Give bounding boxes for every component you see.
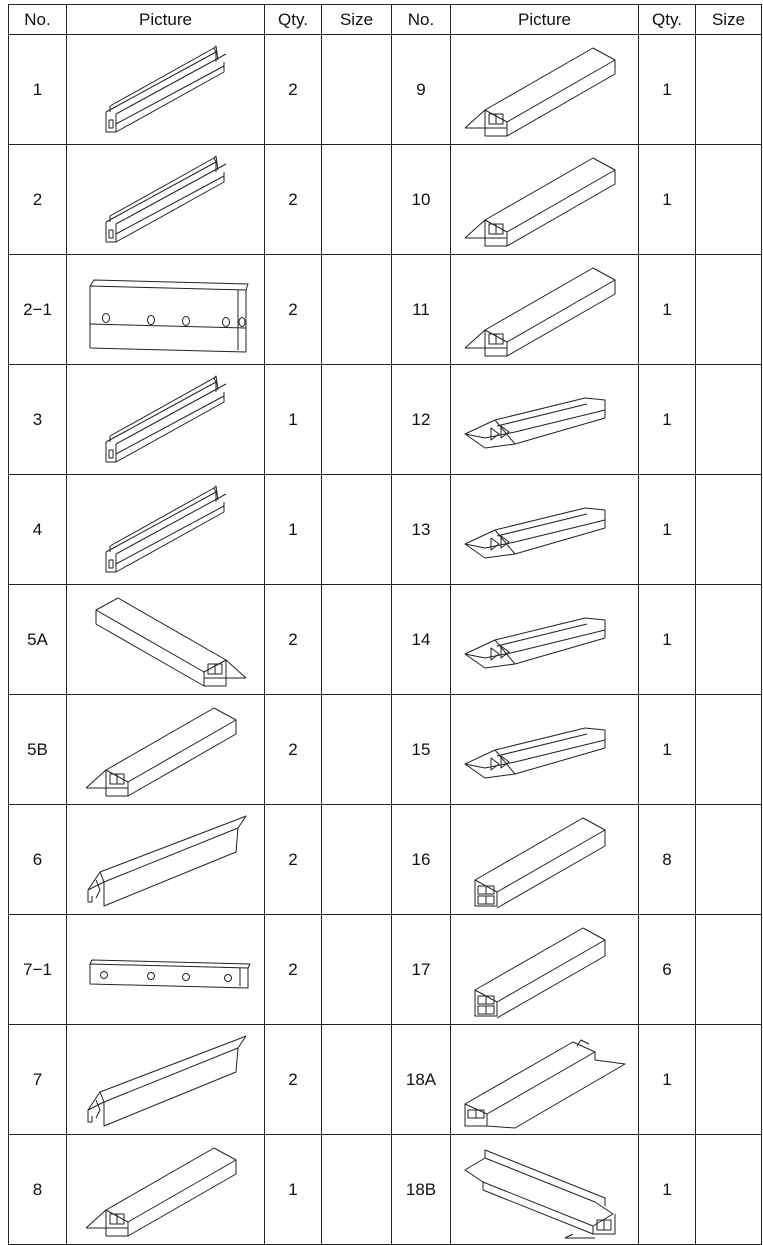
part-picture: [451, 915, 639, 1025]
part-quantity: 1: [639, 1135, 696, 1245]
flanged-profile-reversed-icon: [451, 1140, 638, 1240]
table-row: [9, 805, 762, 915]
part-picture: [67, 1025, 265, 1135]
angled-profile-icon: [451, 700, 638, 800]
part-picture: [67, 365, 265, 475]
angle-rail-icon: [67, 810, 264, 910]
part-quantity: 2: [265, 915, 322, 1025]
part-number: 10: [392, 145, 451, 255]
part-size: [322, 475, 392, 585]
flanged-profile-icon: [451, 1030, 638, 1130]
table-row: [9, 1135, 762, 1245]
part-size: [322, 695, 392, 805]
box-profile-reversed-icon: [67, 590, 264, 690]
part-picture: [67, 475, 265, 585]
angled-profile-icon: [451, 590, 638, 690]
table-row: [9, 695, 762, 805]
part-size: [696, 475, 762, 585]
part-number: 15: [392, 695, 451, 805]
part-quantity: 8: [639, 805, 696, 915]
part-number: 12: [392, 365, 451, 475]
table-row: [9, 35, 762, 145]
part-quantity: 1: [265, 1135, 322, 1245]
header-picture: Picture: [451, 5, 639, 35]
part-quantity: 2: [265, 585, 322, 695]
part-quantity: 2: [265, 145, 322, 255]
part-size: [696, 915, 762, 1025]
table-row: [9, 1025, 762, 1135]
box-profile-icon: [67, 700, 264, 800]
part-size: [696, 365, 762, 475]
box-profile-icon: [451, 150, 638, 250]
header-row: [9, 5, 762, 35]
part-number: 9: [392, 35, 451, 145]
header-picture: Picture: [67, 5, 265, 35]
part-picture: [451, 695, 639, 805]
part-number: 17: [392, 915, 451, 1025]
part-size: [696, 695, 762, 805]
part-quantity: 1: [639, 255, 696, 365]
double-box-profile-icon: [451, 810, 638, 910]
part-quantity: 2: [265, 35, 322, 145]
channel-profile-icon: [67, 150, 264, 250]
box-profile-icon: [451, 40, 638, 140]
part-size: [322, 1135, 392, 1245]
part-picture: [67, 695, 265, 805]
part-number: 8: [9, 1135, 67, 1245]
part-quantity: 6: [639, 915, 696, 1025]
part-number: 2−1: [9, 255, 67, 365]
part-size: [696, 805, 762, 915]
part-number: 1: [9, 35, 67, 145]
box-profile-icon: [67, 1140, 264, 1240]
table-row: [9, 475, 762, 585]
part-size: [322, 585, 392, 695]
channel-profile-icon: [67, 480, 264, 580]
part-number: 7−1: [9, 915, 67, 1025]
channel-profile-icon: [67, 370, 264, 470]
angle-rail-icon: [67, 1030, 264, 1130]
part-picture: [451, 1025, 639, 1135]
part-picture: [67, 805, 265, 915]
part-size: [322, 255, 392, 365]
header-qty: Qty.: [265, 5, 322, 35]
part-size: [696, 255, 762, 365]
angled-profile-icon: [451, 370, 638, 470]
table-row: [9, 915, 762, 1025]
angled-profile-icon: [451, 480, 638, 580]
part-quantity: 2: [265, 255, 322, 365]
part-picture: [451, 255, 639, 365]
header-no: No.: [392, 5, 451, 35]
table-row: [9, 365, 762, 475]
part-number: 5A: [9, 585, 67, 695]
part-number: 11: [392, 255, 451, 365]
part-number: 13: [392, 475, 451, 585]
parts-table: [8, 4, 762, 1245]
part-size: [322, 35, 392, 145]
part-quantity: 2: [265, 805, 322, 915]
part-picture: [67, 255, 265, 365]
part-quantity: 1: [639, 365, 696, 475]
part-quantity: 1: [639, 35, 696, 145]
part-size: [322, 805, 392, 915]
header-size: Size: [322, 5, 392, 35]
part-quantity: 1: [265, 475, 322, 585]
part-number: 18B: [392, 1135, 451, 1245]
part-quantity: 1: [265, 365, 322, 475]
part-number: 14: [392, 585, 451, 695]
part-number: 6: [9, 805, 67, 915]
header-no: No.: [9, 5, 67, 35]
part-picture: [67, 145, 265, 255]
part-size: [322, 1025, 392, 1135]
part-quantity: 1: [639, 145, 696, 255]
part-size: [322, 915, 392, 1025]
part-number: 7: [9, 1025, 67, 1135]
table-row: [9, 585, 762, 695]
perforated-strip-icon: [67, 920, 264, 1020]
part-picture: [67, 915, 265, 1025]
part-picture: [451, 1135, 639, 1245]
part-quantity: 1: [639, 475, 696, 585]
table-row: [9, 145, 762, 255]
part-size: [322, 145, 392, 255]
part-size: [696, 1025, 762, 1135]
part-picture: [451, 145, 639, 255]
part-picture: [451, 35, 639, 145]
part-size: [696, 145, 762, 255]
part-picture: [67, 1135, 265, 1245]
part-size: [696, 1135, 762, 1245]
part-quantity: 1: [639, 695, 696, 805]
header-size: Size: [696, 5, 762, 35]
double-box-profile-icon: [451, 920, 638, 1020]
part-picture: [451, 365, 639, 475]
table-row: [9, 255, 762, 365]
box-profile-icon: [451, 260, 638, 360]
part-quantity: 1: [639, 585, 696, 695]
part-quantity: 2: [265, 695, 322, 805]
part-picture: [451, 585, 639, 695]
part-number: 2: [9, 145, 67, 255]
perforated-plate-icon: [67, 260, 264, 360]
part-number: 5B: [9, 695, 67, 805]
part-number: 16: [392, 805, 451, 915]
channel-profile-icon: [67, 40, 264, 140]
part-number: 18A: [392, 1025, 451, 1135]
part-picture: [451, 805, 639, 915]
part-picture: [451, 475, 639, 585]
part-number: 4: [9, 475, 67, 585]
part-picture: [67, 35, 265, 145]
part-size: [322, 365, 392, 475]
part-number: 3: [9, 365, 67, 475]
part-quantity: 1: [639, 1025, 696, 1135]
part-quantity: 2: [265, 1025, 322, 1135]
header-qty: Qty.: [639, 5, 696, 35]
part-size: [696, 35, 762, 145]
part-size: [696, 585, 762, 695]
part-picture: [67, 585, 265, 695]
